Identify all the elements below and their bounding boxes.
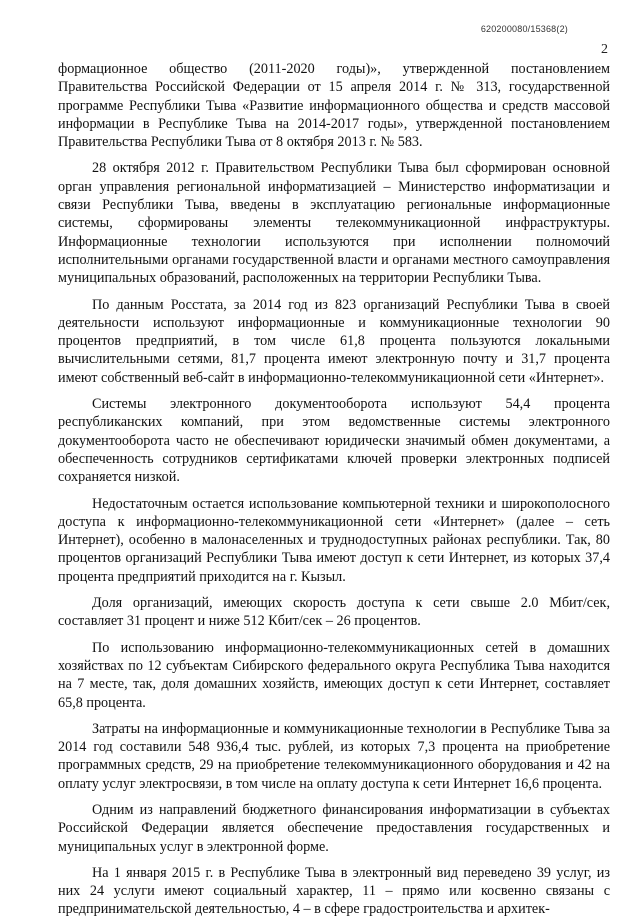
paragraph-2: 28 октября 2012 г. Правительством Республики Тыва был сформирован основной орган управления региональной информатизацией – Министерство информатизации и связи Республики Тыва, введены в эксплуатацию региональные информационные системы, сформированы элементы телекоммуникационной инфраструктуры. Информационные технологии используются при исполнении полномочий исполнительными органами государственной власти и органами местного самоуправления муниципальных образований, расположенных на территории Республики Тыва. (58, 160, 610, 287)
document-code: 620200080/15368(2) (480, 24, 568, 34)
paragraph-6: Доля организаций, имеющих скорость доступа к сети свыше 2.0 Мбит/сек, составляет 31 процент и ниже 512 Кбит/сек – 26 процентов. (58, 595, 610, 630)
paragraph-8: Затраты на информационные и коммуникационные технологии в Республике Тыва за 2014 год составили 548 936,4 тыс. рублей, из которых 7,3 процента на приобретение программных средств, 29 на приобретение телекоммуникационного оборудования и 42 на оплату услуг электросвязи, в том числе на оплату доступа к сети Интернет 16,6 процента. (58, 720, 610, 792)
paragraph-5: Недостаточным остается использование компьютерной техники и широкополосного доступа к информационно-телекоммуникационной сети «Интернет» (далее – сеть Интернет), особенно в малонаселенных и труднодоступных районах республики. Так, 80 процентов организаций Республики Тыва имеют доступ к сети Интернет, из которых 37,4 процента предприятий приходится на г. Кызыл. (58, 495, 610, 585)
paragraph-10: На 1 января 2015 г. в Республике Тыва в электронный вид переведено 39 услуг, из них 24 услуги имеют социальный характер, 11 – прямо или косвенно связаны с предпринимательской деятельностью, 4 – в сфере градостроительства и архитек- (58, 864, 610, 918)
paragraph-4: Системы электронного документооборота используют 54,4 процента республиканских компаний, при этом ведомственные системы электронного документооборота часто не обеспечивают юридически значимый обмен документами, а обеспеченность сотрудников сертификатами ключей проверки электронных подписей сохраняется низкой. (58, 396, 610, 486)
paragraph-3: По данным Росстата, за 2014 год из 823 организаций Республики Тыва в своей деятельности используют информационные и коммуникационные технологии 90 процентов предприятий, в том числе 61,8 процента пользуются локальными вычислительными сетями, 81,7 процента имеют электронную почту и 31,7 процента имеют собственный веб-сайт в информационно-телекоммуникационной сети «Интернет». (58, 296, 610, 386)
paragraph-7: По использованию информационно-телекоммуникационных сетей в домашних хозяйствах по 12 субъектам Сибирского федерального округа Республика Тыва находится на 7 месте, так, доля домашних хозяйств, имеющих доступ к сети Интернет, составляет 65,8 процента. (58, 639, 610, 711)
document-body (58, 60, 610, 919)
paragraph-1: формационное общество (2011-2020 годы)», утвержденной постановлением Правительства Российской Федерации от 15 апреля 2014 г. № 313, государственной программе Республики Тыва «Развитие информационного общества и средств массовой информации в Республике Тыва на 2014-2017 годы», утвержденной постановлением Правительства Республики Тыва от 8 октября 2013 г. № 583. (58, 61, 610, 151)
page-number: 2 (601, 42, 608, 57)
paragraph-9: Одним из направлений бюджетного финансирования информатизации в субъектах Российской Федерации является обеспечение предоставления государственных и муниципальных услуг в электронной форме. (58, 801, 610, 855)
